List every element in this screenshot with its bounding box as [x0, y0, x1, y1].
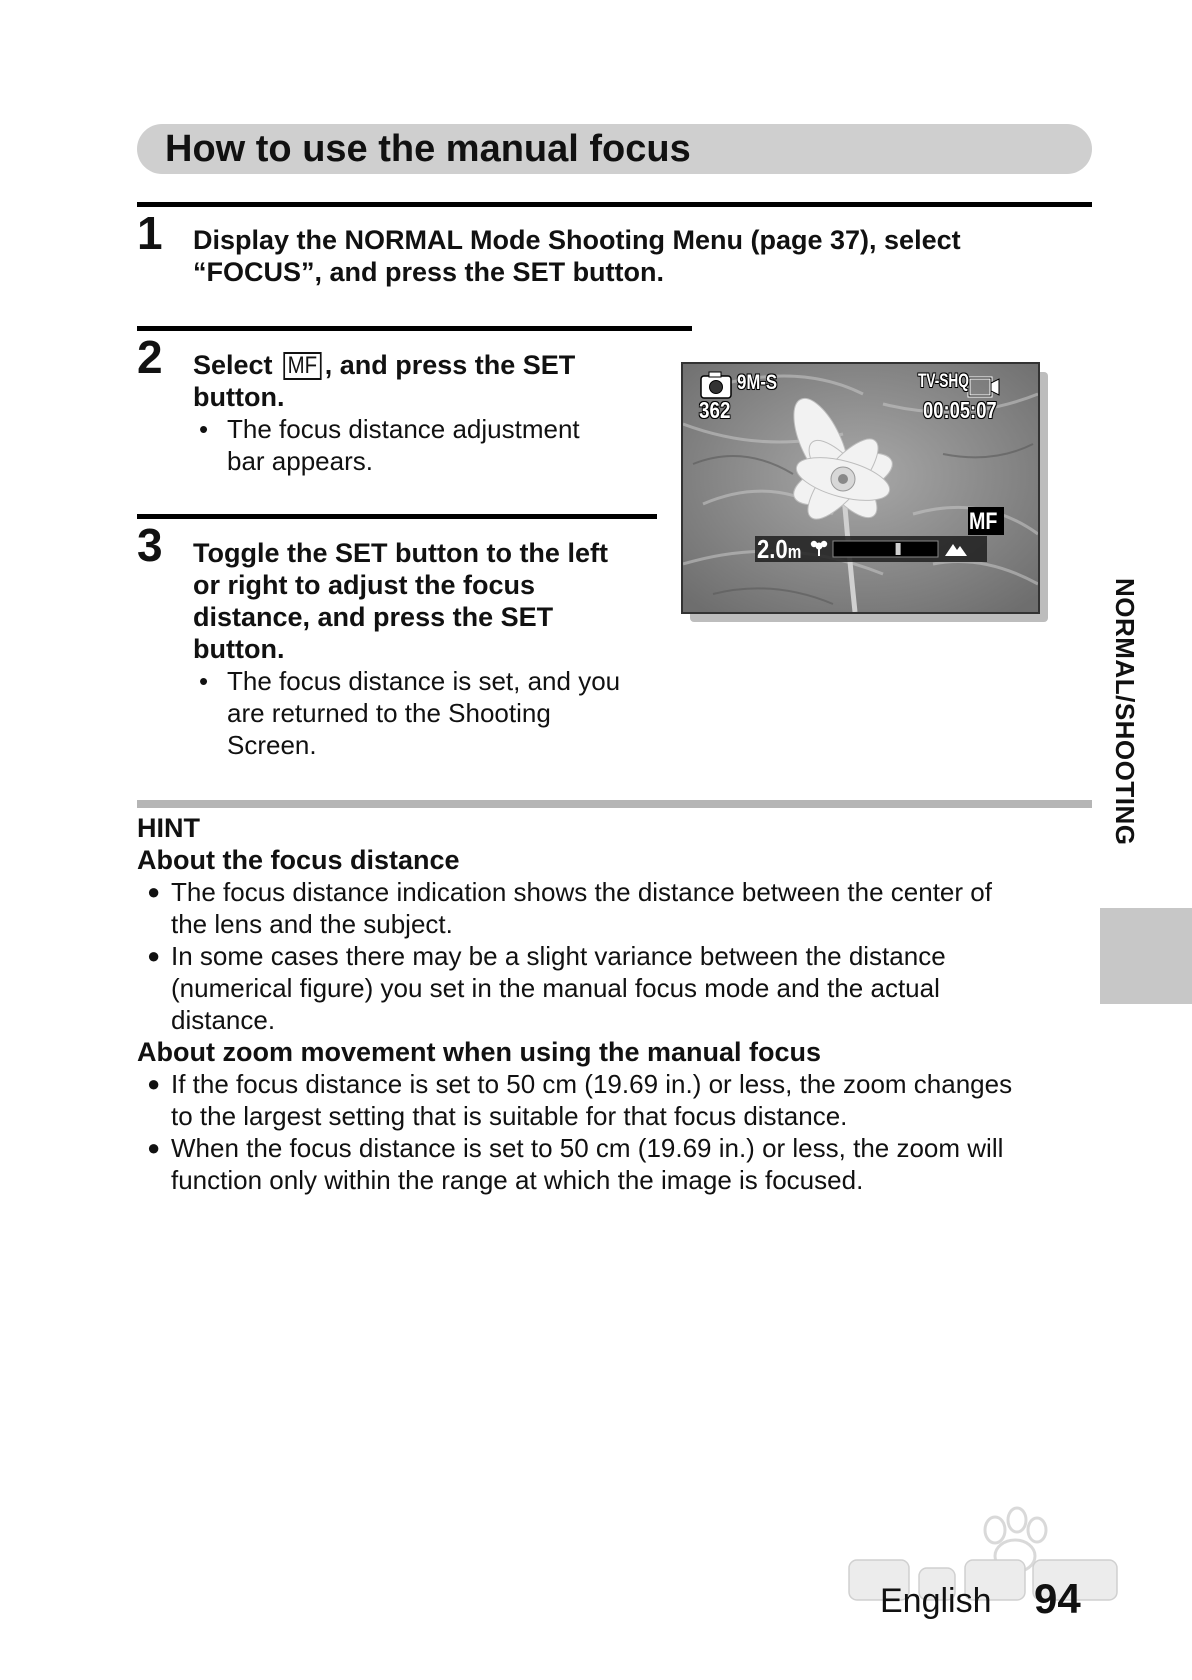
step-3-bullet-line: are returned to the Shooting — [227, 698, 551, 728]
page-title: How to use the manual focus — [165, 128, 691, 170]
footer-language: English — [880, 1582, 992, 1620]
camera-icon — [701, 372, 731, 398]
step-2-bullet-line: bar appears. — [227, 446, 373, 476]
bullet-icon: ● — [147, 1135, 161, 1160]
bullet-icon: • — [199, 414, 209, 444]
hint-line: If the focus distance is set to 50 cm (19.69 in.) or less, the zoom changes — [171, 1069, 1013, 1099]
focus-distance-unit: m — [787, 542, 802, 562]
shots-remaining: 362 — [699, 397, 731, 423]
mf-icon: MF — [283, 352, 321, 380]
hint-rule — [137, 800, 1092, 808]
side-section-tab — [1100, 908, 1192, 1004]
step-1-line: Display the NORMAL Mode Shooting Menu (page 37), select — [193, 225, 961, 255]
hint-line: (numerical figure) you set in the manual focus mode and the actual — [171, 973, 940, 1003]
hint-bullet-item — [147, 940, 946, 1036]
bullet-icon: ● — [147, 879, 161, 904]
step-3-bullet-line: Screen. — [227, 730, 317, 760]
focus-distance — [757, 534, 801, 565]
hint-line: distance. — [171, 1005, 276, 1035]
camera-screen — [681, 362, 1040, 614]
step-1-rule — [137, 202, 1092, 207]
hint-label: HINT — [137, 813, 200, 843]
hint-line: function only within the range at which the image is focused. — [171, 1165, 864, 1195]
step-2-text-b: , and press the SET — [324, 350, 576, 380]
hint-line: The focus distance indication shows the distance between the center of — [171, 877, 992, 907]
step-3-text — [193, 537, 608, 665]
image-size-label: 9M-S — [737, 371, 778, 394]
step-2-text-a: Select — [193, 350, 281, 380]
side-section-label — [1108, 578, 1148, 898]
step-3-bullet — [199, 665, 621, 761]
mf-badge: MF — [969, 508, 998, 535]
focus-distance-value: 2.0 — [757, 534, 788, 564]
hint-heading-zoom: About zoom movement when using the manual focus — [137, 1037, 822, 1067]
bullet-icon: • — [199, 666, 209, 696]
step-2-bullet — [199, 413, 580, 477]
bullet-icon: ● — [147, 943, 161, 968]
focus-bar-marker — [896, 543, 901, 555]
hint-bullet-item — [147, 876, 992, 940]
step-3-line: Toggle the SET button to the left — [193, 538, 608, 568]
step-3-line: or right to adjust the focus — [193, 570, 535, 600]
step-2-line2: button. — [193, 382, 285, 412]
step-2-bullet-line: The focus distance adjustment — [227, 414, 580, 444]
hint-bullet-item — [147, 1132, 1004, 1196]
step-3-number: 3 — [137, 519, 163, 571]
focus-bar-track — [833, 541, 938, 557]
step-1-line: “FOCUS”, and press the SET button. — [193, 257, 665, 287]
hint-heading-focus-distance: About the focus distance — [137, 845, 460, 875]
step-2-text — [193, 349, 575, 413]
step-3-line: distance, and press the SET — [193, 602, 554, 632]
hint-line: When the focus distance is set to 50 cm (19.69 in.) or less, the zoom will — [171, 1133, 1004, 1163]
step-3-rule — [137, 514, 657, 519]
hint-line: the lens and the subject. — [171, 909, 453, 939]
page-number: 94 — [1034, 1575, 1081, 1622]
step-2-number: 2 — [137, 331, 163, 383]
hint-line: In some cases there may be a slight variance between the distance — [171, 941, 946, 971]
step-1-text — [193, 224, 961, 288]
bullet-icon: ● — [147, 1071, 161, 1096]
hint-bullet-item — [147, 1068, 1013, 1132]
video-mode-label: TV-SHQ — [918, 371, 969, 392]
hint-line: to the largest setting that is suitable for that focus distance. — [171, 1101, 848, 1131]
record-time: 00:05:07 — [923, 397, 997, 423]
step-2-rule — [137, 326, 692, 331]
side-section-text: NORMAL/SHOOTING — [1110, 578, 1140, 846]
step-3-bullet-line: The focus distance is set, and you — [227, 666, 621, 696]
step-1-number: 1 — [137, 207, 163, 259]
step-3-line: button. — [193, 634, 285, 664]
